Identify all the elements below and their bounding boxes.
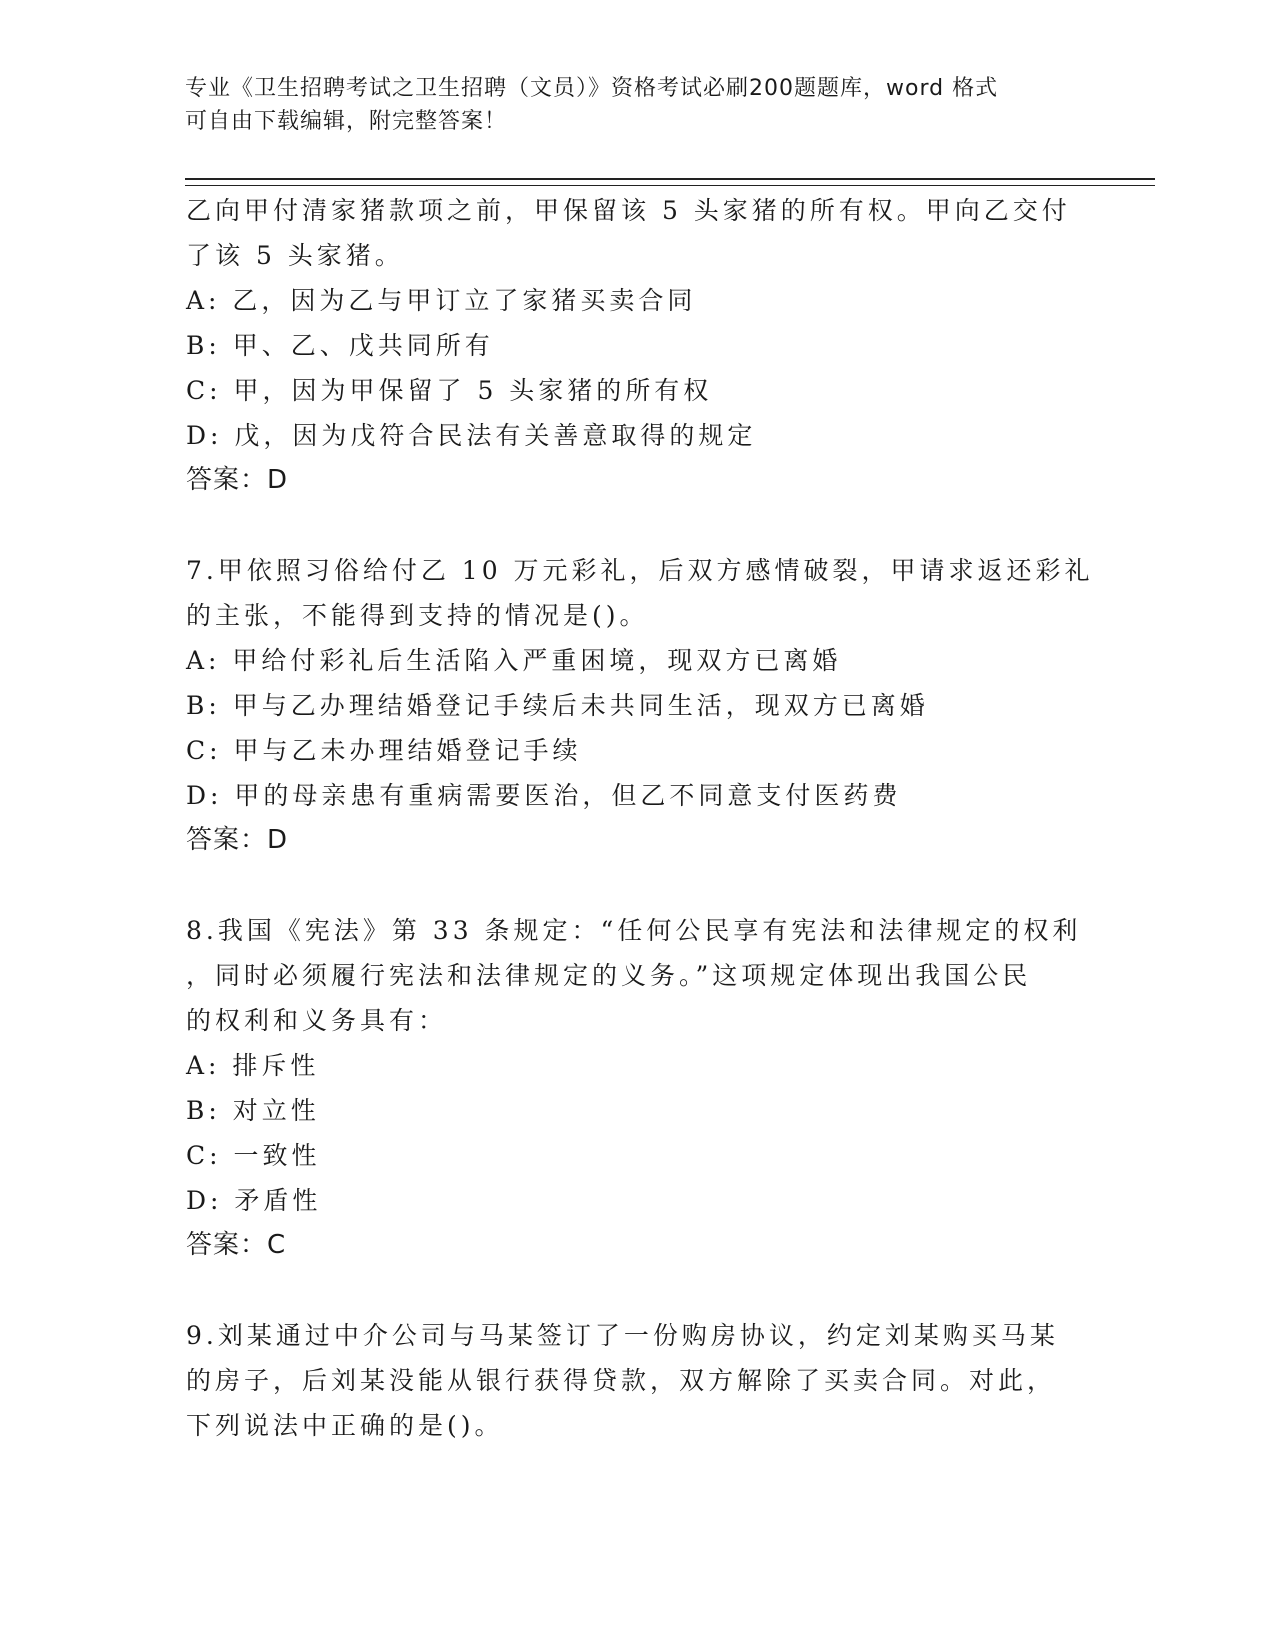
question-stem-line: 的权利和义务具有：	[186, 1006, 448, 1035]
option-a: A: 乙，因为乙与甲订立了家猪买卖合同	[186, 286, 697, 315]
question-stem-line: 了该 5 头家猪。	[186, 241, 404, 270]
header-title-line-2: 可自由下载编辑，附完整答案！	[185, 109, 508, 134]
question-stem-line: 8.我国《宪法》第 33 条规定：“任何公民享有宪法和法律规定的权利	[186, 916, 1082, 945]
question-6-continuation	[186, 188, 1086, 503]
header-title-line-1: 专业《卫生招聘考试之卫生招聘（文员）》资格考试必刷200题题库，word 格式	[185, 76, 999, 101]
answer-label: 答案：C	[186, 1230, 287, 1260]
option-c: C: 甲，因为甲保留了 5 头家猪的所有权	[186, 376, 713, 405]
question-9	[186, 1313, 1086, 1448]
question-stem-line: 下列说法中正确的是()。	[186, 1411, 504, 1440]
question-stem-line: 乙向甲付清家猪款项之前，甲保留该 5 头家猪的所有权。甲向乙交付	[186, 196, 1071, 225]
option-a: A: 甲给付彩礼后生活陷入严重困境，现双方已离婚	[186, 646, 842, 675]
spacer	[186, 1268, 1086, 1313]
option-a: A: 排斥性	[186, 1051, 320, 1080]
option-b: B: 甲与乙办理结婚登记手续后未共同生活，现双方已离婚	[186, 691, 929, 720]
option-c: C: 甲与乙未办理结婚登记手续	[186, 736, 582, 765]
question-stem-line: 的主张，不能得到支持的情况是()。	[186, 601, 649, 630]
question-stem-line: 7.甲依照习俗给付乙 10 万元彩礼，后双方感情破裂，甲请求返还彩礼	[186, 556, 1094, 585]
question-stem-line: ，同时必须履行宪法和法律规定的义务。”这项规定体现出我国公民	[186, 961, 1032, 990]
option-d: D: 戊，因为戊符合民法有关善意取得的规定	[186, 421, 757, 450]
option-c: C: 一致性	[186, 1141, 321, 1170]
answer-label: 答案：D	[186, 825, 289, 855]
header-divider	[185, 178, 1155, 186]
option-b: B: 对立性	[186, 1096, 320, 1125]
option-b: B: 甲、乙、戊共同所有	[186, 331, 494, 360]
question-8	[186, 908, 1086, 1268]
question-list	[186, 188, 1094, 1448]
question-stem-line: 9.刘某通过中介公司与马某签订了一份购房协议，约定刘某购买马某	[186, 1321, 1059, 1350]
question-7	[186, 548, 1094, 863]
option-d: D: 矛盾性	[186, 1186, 322, 1215]
spacer	[186, 503, 1086, 548]
document-header	[185, 72, 1065, 138]
spacer	[186, 863, 1086, 908]
answer-label: 答案：D	[186, 465, 289, 495]
question-stem-line: 的房子，后刘某没能从银行获得贷款，双方解除了买卖合同。对此，	[186, 1366, 1057, 1395]
option-d: D: 甲的母亲患有重病需要医治，但乙不同意支付医药费	[186, 781, 902, 810]
